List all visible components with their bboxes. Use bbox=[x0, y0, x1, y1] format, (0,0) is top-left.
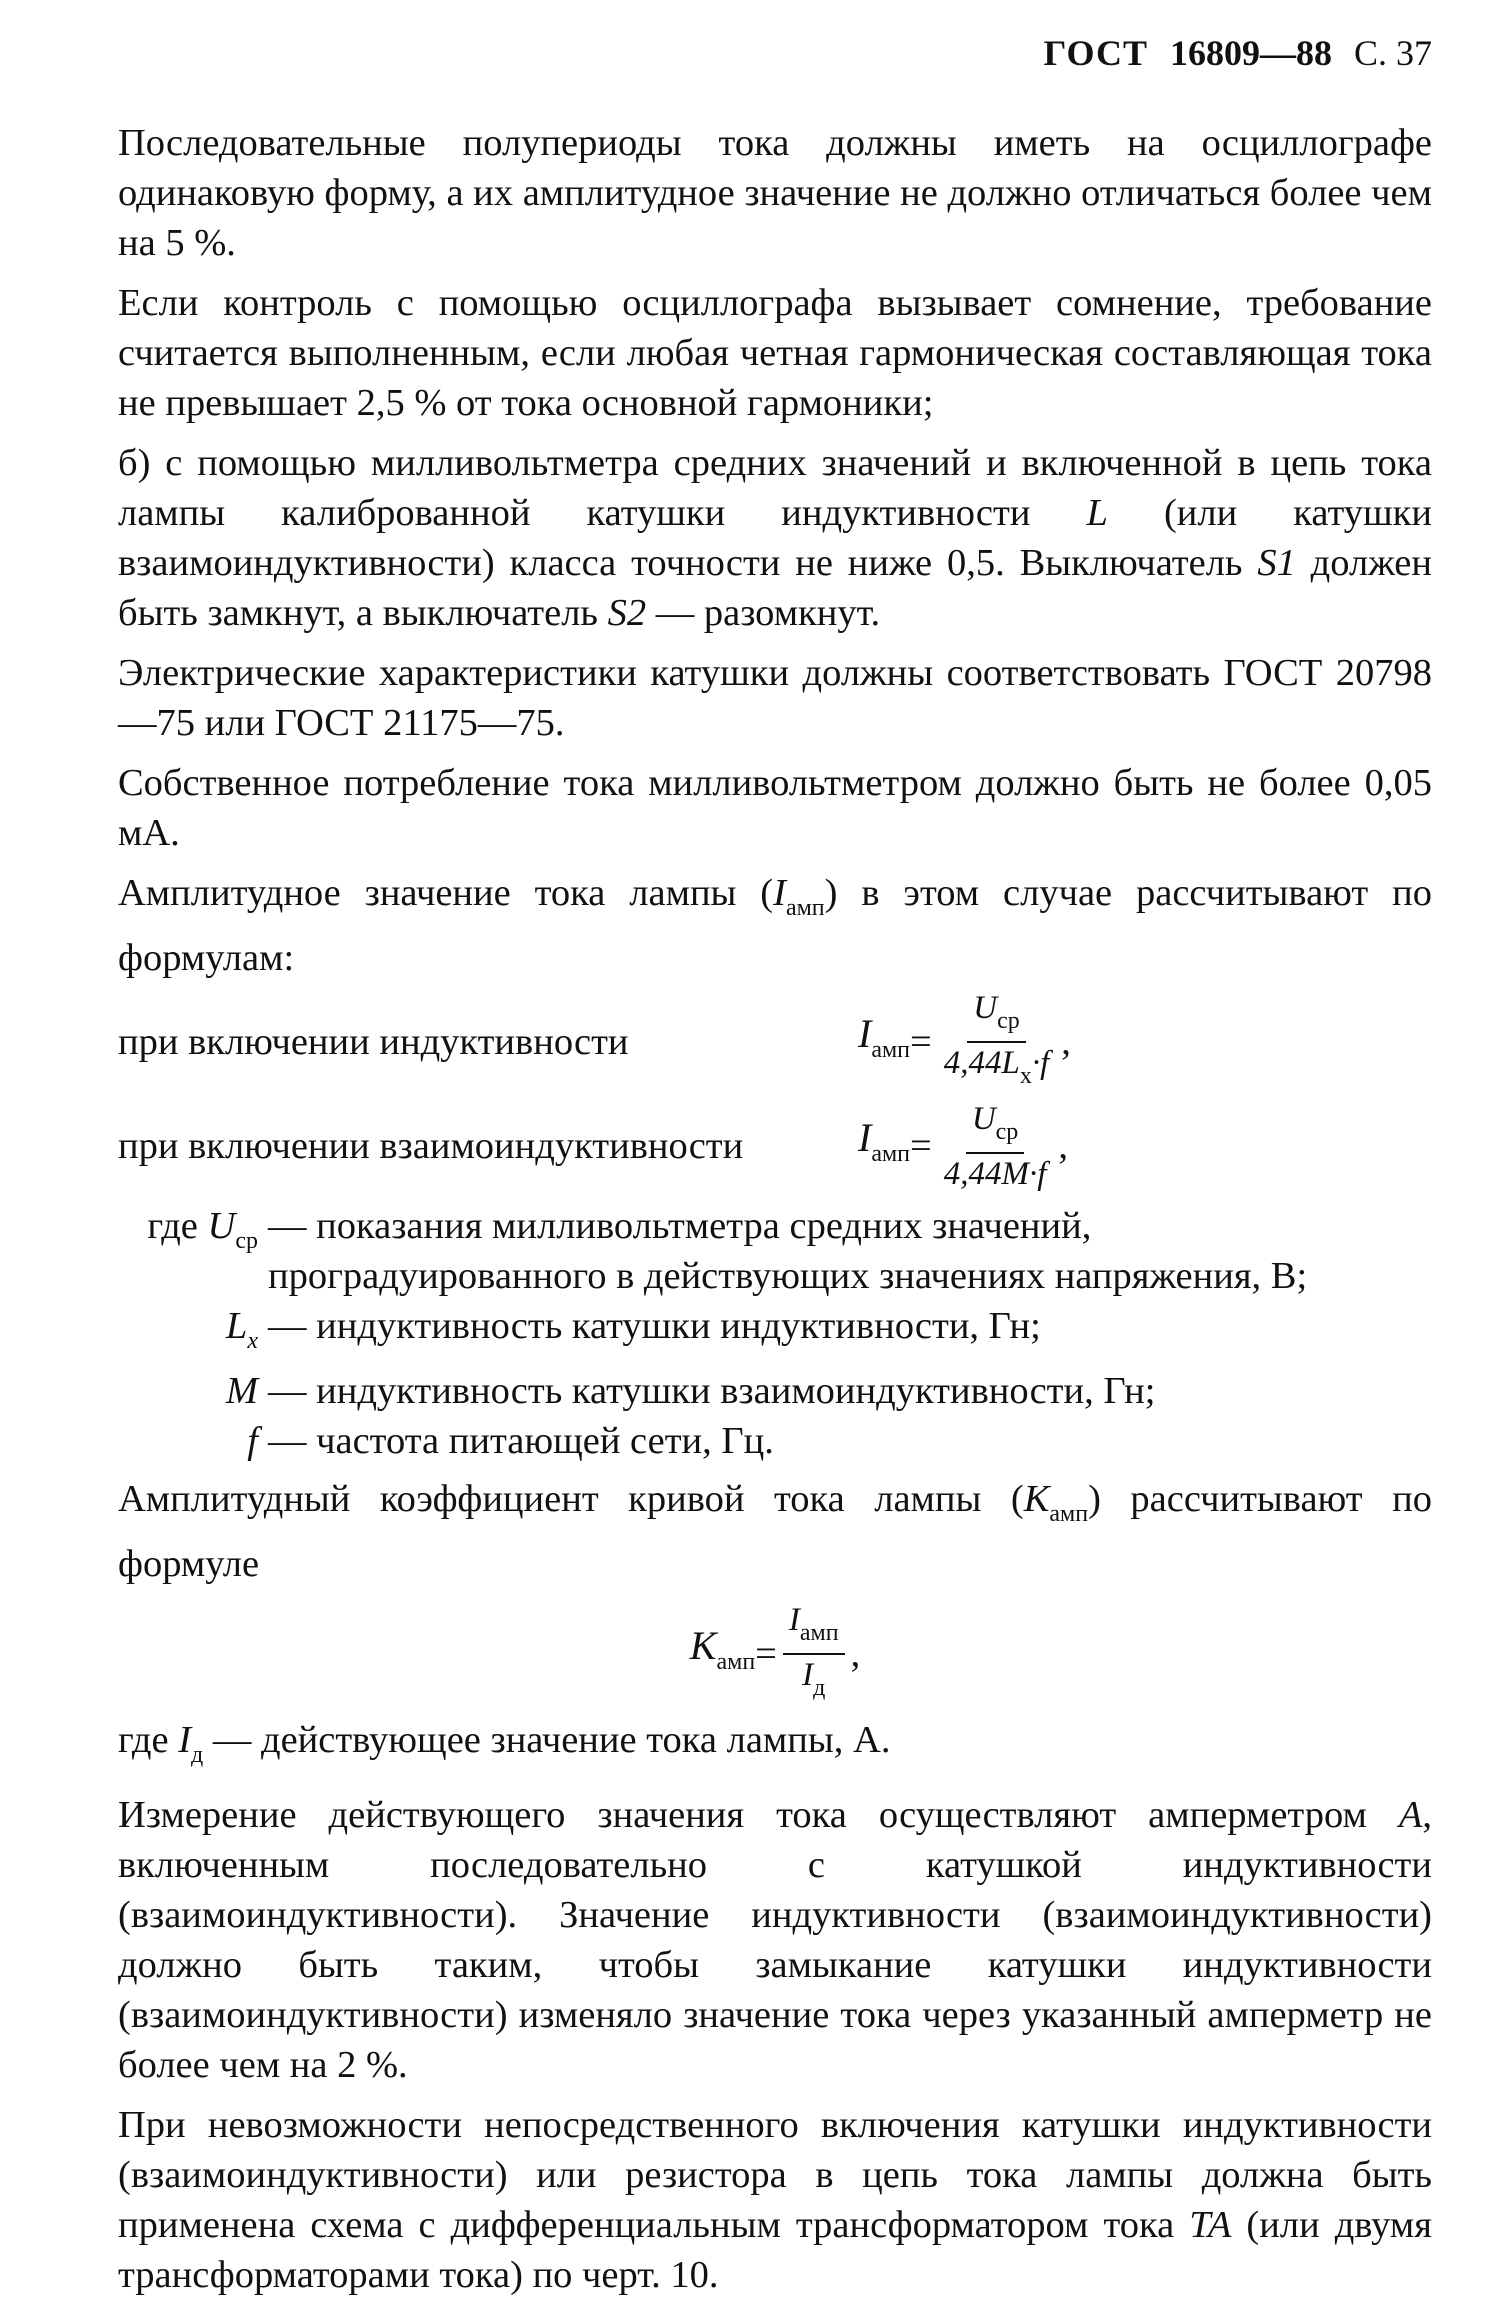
fraction bbox=[783, 1600, 845, 1708]
subscript: ср bbox=[997, 1008, 1020, 1034]
text: (или катушки взаимоиндуктивности) класса точности не ниже 0,5. Выключатель bbox=[118, 492, 1432, 584]
symbol-I: I bbox=[858, 1011, 872, 1056]
definition-symbol: M bbox=[225, 1370, 258, 1412]
paragraph bbox=[118, 2100, 1432, 2300]
paragraph bbox=[118, 1474, 1432, 1589]
fraction-numerator bbox=[783, 1600, 845, 1655]
comma: , bbox=[850, 1633, 861, 1675]
equals-sign: = bbox=[910, 1021, 932, 1063]
symbol-L: L bbox=[1086, 492, 1108, 534]
paragraph bbox=[118, 438, 1432, 638]
definition-row bbox=[118, 1416, 1432, 1466]
definition-symbol bbox=[118, 1201, 268, 1301]
fraction bbox=[938, 988, 1056, 1096]
page-number: С. 37 bbox=[1353, 33, 1432, 73]
equals-sign: = bbox=[910, 1125, 932, 1167]
where-word: где bbox=[147, 1205, 198, 1247]
symbol-I: I bbox=[178, 1719, 192, 1761]
paragraph: Последовательные полупериоды тока должны иметь на осциллографе одинаковую форму, а их амплитудное значение не должно отличаться более чем на 5 %. bbox=[118, 122, 1432, 264]
symbol-U: U bbox=[971, 1100, 996, 1137]
formula-lhs bbox=[858, 1113, 910, 1179]
definition-symbol bbox=[118, 1301, 268, 1366]
page-header bbox=[1044, 32, 1432, 74]
fraction-numerator bbox=[966, 1099, 1025, 1154]
denominator-text: ·f bbox=[1031, 1045, 1050, 1081]
subscript: д bbox=[813, 1675, 826, 1701]
formula-inductance bbox=[118, 990, 1432, 1091]
formula-lhs bbox=[858, 1009, 910, 1075]
subscript: амп bbox=[871, 1141, 911, 1167]
subscript: амп bbox=[716, 1649, 756, 1675]
text: б) с помощью милливольтметра средних значений и включенной в цепь тока лампы калиброванной катушки индуктивности bbox=[118, 442, 1432, 534]
symbol-K: K bbox=[1023, 1478, 1050, 1520]
comma: , bbox=[1061, 1021, 1071, 1063]
subscript: x bbox=[247, 1328, 258, 1354]
subscript: амп bbox=[799, 1620, 839, 1646]
symbol-U: U bbox=[973, 990, 998, 1026]
text: Измерение действующего значения тока осуществляют амперметром bbox=[118, 1794, 1399, 1836]
text: При невозможности непосредственного включения катушки индуктивности (взаимоиндуктивности) или резистора в цепь тока лампы должна быть применена схема с дифференциальным трансформатором тока bbox=[118, 2104, 1432, 2246]
symbol-I: I bbox=[773, 872, 786, 914]
formula-crest-factor bbox=[118, 1599, 1432, 1709]
symbol-I: I bbox=[802, 1657, 814, 1693]
paragraph: Собственное потребление тока милливольтметром должно быть не более 0,05 мА. bbox=[118, 762, 1432, 854]
text: ) в этом случае рассчитывают по формулам: bbox=[118, 872, 1432, 979]
where-word: где bbox=[118, 1719, 179, 1761]
symbol-K: K bbox=[689, 1623, 717, 1668]
definition-symbol: f bbox=[247, 1420, 258, 1462]
paragraph bbox=[118, 1715, 1432, 1780]
text: — разомкнут. bbox=[646, 592, 881, 634]
denominator-text: 4,44L bbox=[943, 1045, 1020, 1081]
formula-label: при включении индуктивности bbox=[118, 1021, 629, 1063]
definitions-list bbox=[118, 1201, 1432, 1466]
paragraph bbox=[118, 868, 1432, 983]
symbol-A: A bbox=[1398, 1794, 1423, 1836]
symbol-I: I bbox=[858, 1115, 872, 1160]
symbol-I: I bbox=[788, 1602, 800, 1638]
paragraph bbox=[118, 1790, 1432, 2090]
text: ) рассчитывают по формуле bbox=[118, 1478, 1432, 1585]
definition-text: — частота питающей сети, Гц. bbox=[268, 1420, 774, 1462]
definition-row bbox=[118, 1366, 1432, 1416]
subscript: амп bbox=[1049, 1501, 1089, 1527]
formula-mutual-inductance bbox=[118, 1097, 1432, 1195]
subscript: амп bbox=[785, 895, 825, 921]
formula-label: при включении взаимоиндуктивности bbox=[118, 1125, 744, 1167]
fraction bbox=[938, 1099, 1053, 1194]
symbol-L: L bbox=[225, 1305, 248, 1347]
fraction-denominator bbox=[796, 1655, 831, 1708]
text: (или двумя трансформаторами тока) по черт. 10. bbox=[118, 2204, 1432, 2296]
subscript: ср bbox=[235, 1228, 258, 1254]
paragraph: Если контроль с помощью осциллографа вызывает сомнение, требование считается выполненным, если любая четная гармоническая составляющая тока не превышает 2,5 % от тока основной гармоники; bbox=[118, 282, 1432, 424]
symbol-U: U bbox=[207, 1205, 236, 1247]
symbol-S2: S2 bbox=[607, 592, 647, 634]
fraction-denominator bbox=[938, 1043, 1056, 1096]
definition-text: — индуктивность катушки взаимоиндуктивности, Гн; bbox=[268, 1370, 1156, 1412]
text: Амплитудное значение тока лампы ( bbox=[118, 872, 774, 914]
formula-lhs bbox=[690, 1621, 755, 1687]
text: , включенным последовательно с катушкой индуктивности (взаимоиндуктивности). Значение индуктивности (взаимоиндуктивности) должно быть таким, чтобы замыкание катушки индуктивности (взаимоиндуктивности) изменяло значение тока через указанный амперметр не более чем на 2 %. bbox=[118, 1794, 1432, 2086]
standard-number: 16809—88 bbox=[1169, 33, 1332, 73]
subscript: x bbox=[1019, 1063, 1032, 1089]
subscript: амп bbox=[871, 1037, 911, 1063]
definition-text: — индуктивность катушки индуктивности, Гн; bbox=[268, 1305, 1041, 1347]
subscript: д bbox=[191, 1742, 204, 1768]
text: должен быть замкнут, а выключатель bbox=[118, 542, 1432, 634]
paragraph: Электрические характеристики катушки должны соответствовать ГОСТ 20798—75 или ГОСТ 21175—75. bbox=[118, 652, 1432, 744]
definition-row bbox=[118, 1201, 1432, 1301]
subscript: ср bbox=[995, 1118, 1019, 1145]
symbol-TA: TA bbox=[1189, 2204, 1232, 2246]
equals-sign: = bbox=[755, 1633, 777, 1675]
comma: , bbox=[1058, 1125, 1069, 1167]
document-body bbox=[118, 118, 1432, 2310]
text: — действующее значение тока лампы, А. bbox=[203, 1719, 891, 1761]
fraction-denominator: 4,44M·f bbox=[943, 1155, 1047, 1192]
definition-text: — показания милливольтметра средних значений, проградуированного в действующих значениях напряжения, В; bbox=[268, 1205, 1308, 1297]
definition-row bbox=[118, 1301, 1432, 1366]
fraction-numerator bbox=[967, 988, 1026, 1043]
standard-label: ГОСТ bbox=[1043, 33, 1148, 73]
symbol-S1: S1 bbox=[1257, 542, 1296, 584]
text: Амплитудный коэффициент кривой тока лампы ( bbox=[118, 1478, 1024, 1520]
